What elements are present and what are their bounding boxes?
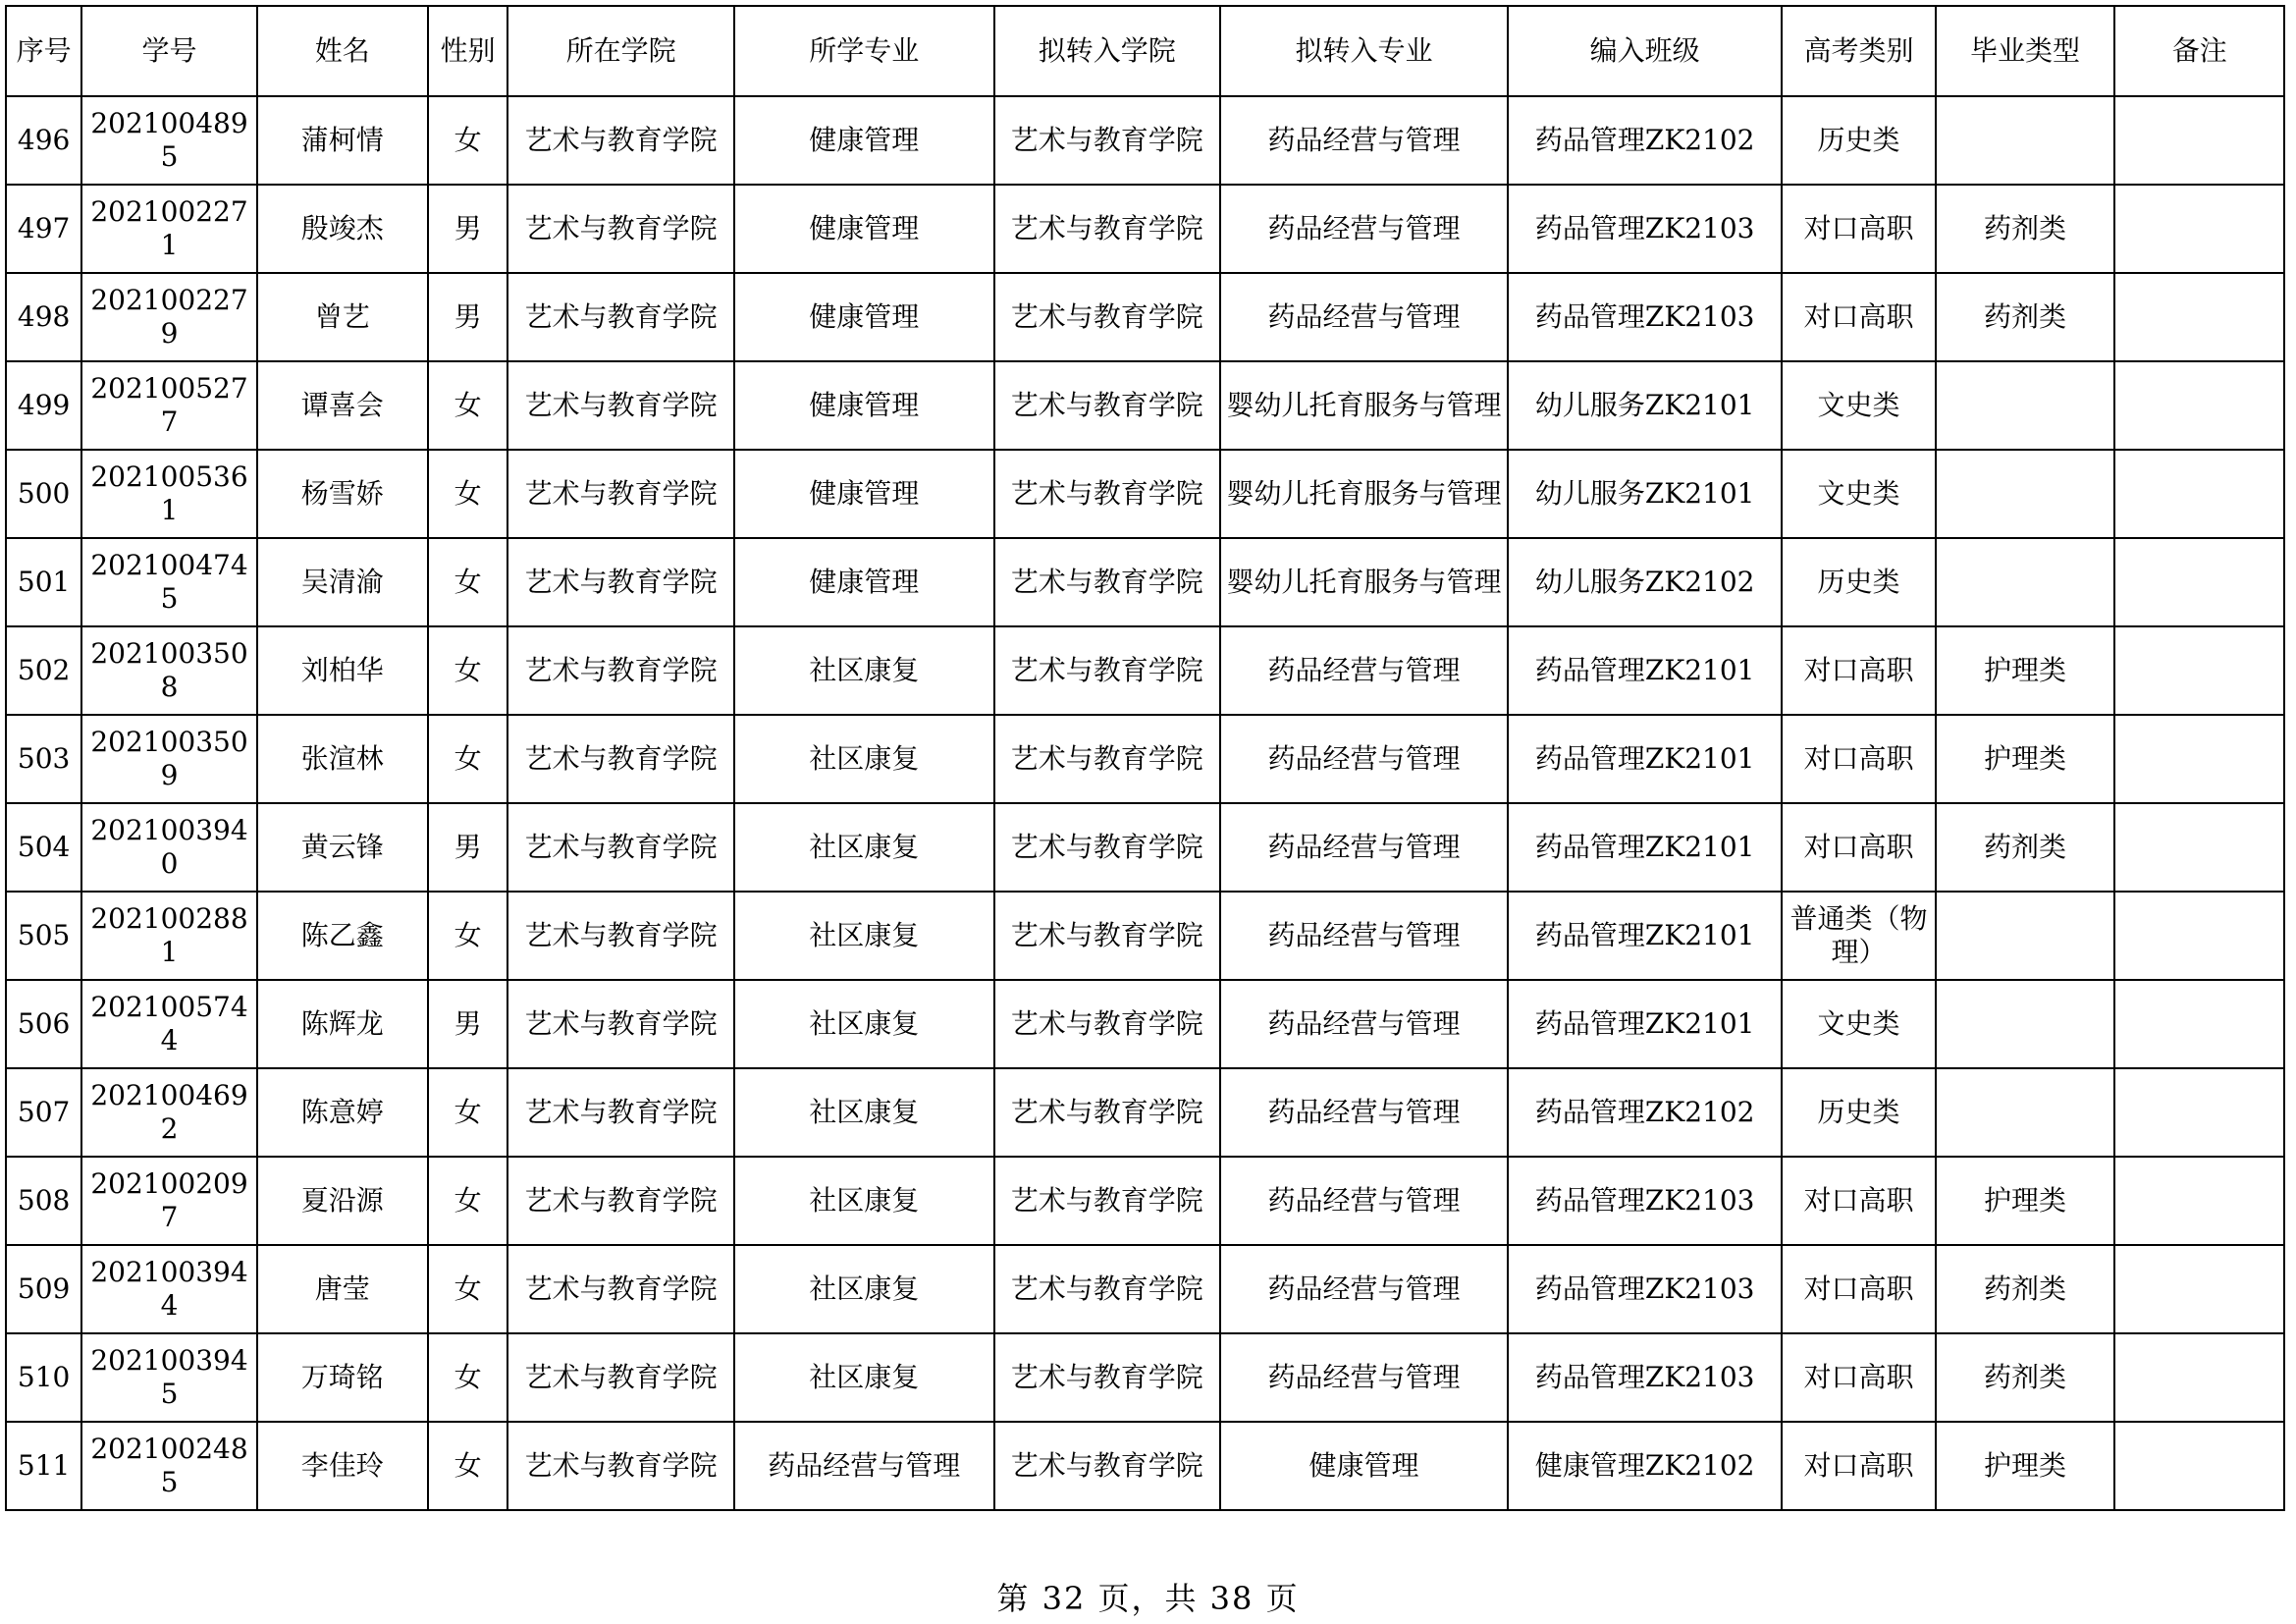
cell-target-major: 婴幼儿托育服务与管理 [1220,538,1508,626]
cell-graduation-type [1936,361,2115,450]
cell-current-major: 健康管理 [734,361,994,450]
footer-middle: 页，共 [1086,1580,1210,1617]
cell-exam-category: 文史类 [1782,980,1935,1068]
cell-name: 刘柏华 [257,626,428,715]
cell-graduation-type: 护理类 [1936,1422,2115,1510]
cell-student-id: 2021002485 [81,1422,256,1510]
cell-current-major: 社区康复 [734,1157,994,1245]
cell-target-college: 艺术与教育学院 [994,450,1220,538]
cell-current-college: 艺术与教育学院 [507,1157,733,1245]
cell-remarks [2114,450,2284,538]
cell-student-id: 2021002881 [81,892,256,980]
cell-target-college: 艺术与教育学院 [994,1068,1220,1157]
cell-assigned-class: 药品管理ZK2103 [1508,1245,1783,1333]
cell-current-major: 健康管理 [734,450,994,538]
cell-gender: 女 [428,1333,508,1422]
cell-gender: 女 [428,626,508,715]
cell-serial: 499 [6,361,81,450]
cell-gender: 男 [428,980,508,1068]
cell-remarks [2114,626,2284,715]
cell-assigned-class: 药品管理ZK2102 [1508,96,1783,185]
header-student-id: 学号 [81,6,256,96]
cell-current-major: 社区康复 [734,715,994,803]
cell-current-major: 社区康复 [734,1068,994,1157]
header-serial: 序号 [6,6,81,96]
cell-current-college: 艺术与教育学院 [507,1333,733,1422]
footer-current-page: 32 [1041,1580,1087,1617]
table-row [6,185,2284,273]
cell-gender: 女 [428,361,508,450]
cell-gender: 女 [428,450,508,538]
cell-remarks [2114,980,2284,1068]
cell-exam-category: 历史类 [1782,1068,1935,1157]
cell-remarks [2114,538,2284,626]
cell-target-college: 艺术与教育学院 [994,1245,1220,1333]
cell-graduation-type [1936,892,2115,980]
cell-remarks [2114,273,2284,361]
cell-target-major: 药品经营与管理 [1220,892,1508,980]
cell-gender: 男 [428,803,508,892]
cell-current-college: 艺术与教育学院 [507,715,733,803]
cell-assigned-class: 药品管理ZK2101 [1508,626,1783,715]
cell-remarks [2114,715,2284,803]
table-row [6,1422,2284,1510]
cell-target-major: 婴幼儿托育服务与管理 [1220,450,1508,538]
cell-name: 曾艺 [257,273,428,361]
cell-remarks [2114,1333,2284,1422]
cell-gender: 女 [428,715,508,803]
cell-student-id: 2021003944 [81,1245,256,1333]
cell-exam-category: 历史类 [1782,538,1935,626]
cell-serial: 498 [6,273,81,361]
cell-current-college: 艺术与教育学院 [507,892,733,980]
cell-target-major: 药品经营与管理 [1220,273,1508,361]
cell-target-college: 艺术与教育学院 [994,1422,1220,1510]
cell-exam-category: 对口高职 [1782,1245,1935,1333]
header-target-major: 拟转入专业 [1220,6,1508,96]
cell-target-college: 艺术与教育学院 [994,273,1220,361]
cell-target-major: 药品经营与管理 [1220,1333,1508,1422]
cell-student-id: 2021002097 [81,1157,256,1245]
cell-current-major: 药品经营与管理 [734,1422,994,1510]
cell-name: 蒲柯情 [257,96,428,185]
cell-target-major: 婴幼儿托育服务与管理 [1220,361,1508,450]
cell-assigned-class: 药品管理ZK2101 [1508,803,1783,892]
cell-gender: 男 [428,185,508,273]
cell-gender: 女 [428,96,508,185]
cell-serial: 500 [6,450,81,538]
cell-current-college: 艺术与教育学院 [507,1068,733,1157]
cell-target-major: 药品经营与管理 [1220,1068,1508,1157]
cell-assigned-class: 健康管理ZK2102 [1508,1422,1783,1510]
cell-exam-category: 历史类 [1782,96,1935,185]
cell-remarks [2114,1157,2284,1245]
cell-serial: 501 [6,538,81,626]
cell-graduation-type [1936,538,2115,626]
cell-serial: 506 [6,980,81,1068]
cell-exam-category: 对口高职 [1782,1422,1935,1510]
cell-serial: 507 [6,1068,81,1157]
cell-assigned-class: 药品管理ZK2103 [1508,1333,1783,1422]
cell-name: 杨雪娇 [257,450,428,538]
cell-target-college: 艺术与教育学院 [994,538,1220,626]
cell-exam-category: 对口高职 [1782,185,1935,273]
table-row [6,361,2284,450]
cell-serial: 504 [6,803,81,892]
cell-graduation-type [1936,1068,2115,1157]
cell-assigned-class: 药品管理ZK2101 [1508,715,1783,803]
cell-student-id: 2021003508 [81,626,256,715]
cell-exam-category: 文史类 [1782,361,1935,450]
cell-exam-category: 对口高职 [1782,1333,1935,1422]
cell-serial: 502 [6,626,81,715]
cell-student-id: 2021002271 [81,185,256,273]
cell-current-college: 艺术与教育学院 [507,96,733,185]
table-row [6,626,2284,715]
cell-graduation-type [1936,450,2115,538]
cell-current-college: 艺术与教育学院 [507,361,733,450]
cell-remarks [2114,803,2284,892]
cell-name: 黄云锋 [257,803,428,892]
table-row [6,1157,2284,1245]
cell-student-id: 2021004745 [81,538,256,626]
cell-graduation-type: 药剂类 [1936,1245,2115,1333]
cell-remarks [2114,1245,2284,1333]
cell-exam-category: 普通类（物理） [1782,892,1935,980]
cell-name: 夏沿源 [257,1157,428,1245]
cell-target-major: 药品经营与管理 [1220,980,1508,1068]
cell-exam-category: 对口高职 [1782,715,1935,803]
cell-current-college: 艺术与教育学院 [507,273,733,361]
cell-student-id: 2021004692 [81,1068,256,1157]
cell-serial: 511 [6,1422,81,1510]
cell-current-college: 艺术与教育学院 [507,803,733,892]
cell-graduation-type [1936,980,2115,1068]
transfer-student-table [5,5,2285,1511]
cell-gender: 女 [428,1245,508,1333]
cell-remarks [2114,1068,2284,1157]
header-remarks: 备注 [2114,6,2284,96]
cell-target-major: 健康管理 [1220,1422,1508,1510]
cell-gender: 女 [428,1157,508,1245]
cell-assigned-class: 幼儿服务ZK2101 [1508,450,1783,538]
cell-current-college: 艺术与教育学院 [507,1245,733,1333]
cell-graduation-type: 药剂类 [1936,1333,2115,1422]
cell-target-college: 艺术与教育学院 [994,626,1220,715]
table-row [6,980,2284,1068]
cell-serial: 497 [6,185,81,273]
cell-remarks [2114,1422,2284,1510]
cell-target-college: 艺术与教育学院 [994,715,1220,803]
cell-gender: 女 [428,1068,508,1157]
cell-exam-category: 对口高职 [1782,273,1935,361]
table-row [6,450,2284,538]
cell-exam-category: 对口高职 [1782,1157,1935,1245]
table-header-row [6,6,2284,96]
cell-current-major: 社区康复 [734,980,994,1068]
cell-serial: 505 [6,892,81,980]
cell-serial: 503 [6,715,81,803]
cell-target-major: 药品经营与管理 [1220,626,1508,715]
cell-current-major: 健康管理 [734,96,994,185]
cell-assigned-class: 幼儿服务ZK2102 [1508,538,1783,626]
cell-graduation-type: 护理类 [1936,715,2115,803]
cell-graduation-type [1936,96,2115,185]
cell-exam-category: 文史类 [1782,450,1935,538]
table-row [6,1333,2284,1422]
cell-student-id: 2021002279 [81,273,256,361]
cell-target-college: 艺术与教育学院 [994,1333,1220,1422]
cell-assigned-class: 药品管理ZK2103 [1508,273,1783,361]
cell-student-id: 2021005744 [81,980,256,1068]
page-number-footer [0,1581,2296,1616]
cell-target-major: 药品经营与管理 [1220,803,1508,892]
footer-suffix: 页 [1254,1580,1300,1617]
table-body [6,96,2284,1510]
header-assigned-class: 编入班级 [1508,6,1783,96]
table-row [6,892,2284,980]
cell-assigned-class: 药品管理ZK2101 [1508,892,1783,980]
cell-gender: 女 [428,1422,508,1510]
cell-name: 陈辉龙 [257,980,428,1068]
cell-target-major: 药品经营与管理 [1220,715,1508,803]
cell-current-college: 艺术与教育学院 [507,1422,733,1510]
cell-assigned-class: 药品管理ZK2103 [1508,185,1783,273]
cell-target-college: 艺术与教育学院 [994,803,1220,892]
cell-exam-category: 对口高职 [1782,803,1935,892]
cell-current-college: 艺术与教育学院 [507,980,733,1068]
cell-current-college: 艺术与教育学院 [507,626,733,715]
cell-current-major: 社区康复 [734,1245,994,1333]
cell-exam-category: 对口高职 [1782,626,1935,715]
cell-serial: 509 [6,1245,81,1333]
cell-name: 谭喜会 [257,361,428,450]
table-row [6,96,2284,185]
cell-assigned-class: 药品管理ZK2101 [1508,980,1783,1068]
cell-target-college: 艺术与教育学院 [994,361,1220,450]
cell-graduation-type: 药剂类 [1936,803,2115,892]
header-graduation-type: 毕业类型 [1936,6,2115,96]
table-row [6,538,2284,626]
cell-assigned-class: 药品管理ZK2103 [1508,1157,1783,1245]
cell-serial: 496 [6,96,81,185]
cell-assigned-class: 药品管理ZK2102 [1508,1068,1783,1157]
table-row [6,1245,2284,1333]
table-row [6,715,2284,803]
cell-current-major: 社区康复 [734,1333,994,1422]
cell-student-id: 2021003945 [81,1333,256,1422]
footer-prefix: 第 [996,1580,1042,1617]
cell-target-college: 艺术与教育学院 [994,1157,1220,1245]
cell-current-major: 社区康复 [734,892,994,980]
cell-current-college: 艺术与教育学院 [507,538,733,626]
cell-gender: 男 [428,273,508,361]
header-exam-category: 高考类别 [1782,6,1935,96]
cell-graduation-type: 护理类 [1936,626,2115,715]
cell-current-major: 健康管理 [734,185,994,273]
cell-current-major: 健康管理 [734,538,994,626]
cell-graduation-type: 护理类 [1936,1157,2115,1245]
cell-current-major: 健康管理 [734,273,994,361]
cell-serial: 508 [6,1157,81,1245]
header-current-college: 所在学院 [507,6,733,96]
cell-target-college: 艺术与教育学院 [994,892,1220,980]
cell-remarks [2114,361,2284,450]
cell-name: 唐莹 [257,1245,428,1333]
cell-graduation-type: 药剂类 [1936,185,2115,273]
table-row [6,273,2284,361]
cell-target-college: 艺术与教育学院 [994,96,1220,185]
cell-target-college: 艺术与教育学院 [994,185,1220,273]
cell-name: 张渲林 [257,715,428,803]
cell-gender: 女 [428,538,508,626]
cell-target-major: 药品经营与管理 [1220,1157,1508,1245]
footer-total-pages: 38 [1209,1580,1255,1617]
cell-name: 陈意婷 [257,1068,428,1157]
cell-current-college: 艺术与教育学院 [507,450,733,538]
cell-remarks [2114,185,2284,273]
cell-serial: 510 [6,1333,81,1422]
cell-student-id: 2021003509 [81,715,256,803]
table-row [6,803,2284,892]
cell-graduation-type: 药剂类 [1936,273,2115,361]
cell-name: 吴清渝 [257,538,428,626]
cell-target-major: 药品经营与管理 [1220,1245,1508,1333]
cell-remarks [2114,892,2284,980]
header-current-major: 所学专业 [734,6,994,96]
cell-assigned-class: 幼儿服务ZK2101 [1508,361,1783,450]
header-name: 姓名 [257,6,428,96]
cell-gender: 女 [428,892,508,980]
cell-target-major: 药品经营与管理 [1220,96,1508,185]
header-gender: 性别 [428,6,508,96]
cell-student-id: 2021005277 [81,361,256,450]
cell-current-major: 社区康复 [734,626,994,715]
cell-name: 殷竣杰 [257,185,428,273]
header-target-college: 拟转入学院 [994,6,1220,96]
table-row [6,1068,2284,1157]
cell-current-college: 艺术与教育学院 [507,185,733,273]
cell-name: 万琦铭 [257,1333,428,1422]
cell-target-college: 艺术与教育学院 [994,980,1220,1068]
cell-name: 陈乙鑫 [257,892,428,980]
cell-remarks [2114,96,2284,185]
cell-student-id: 2021003940 [81,803,256,892]
cell-student-id: 2021004895 [81,96,256,185]
cell-name: 李佳玲 [257,1422,428,1510]
cell-target-major: 药品经营与管理 [1220,185,1508,273]
cell-student-id: 2021005361 [81,450,256,538]
cell-current-major: 社区康复 [734,803,994,892]
